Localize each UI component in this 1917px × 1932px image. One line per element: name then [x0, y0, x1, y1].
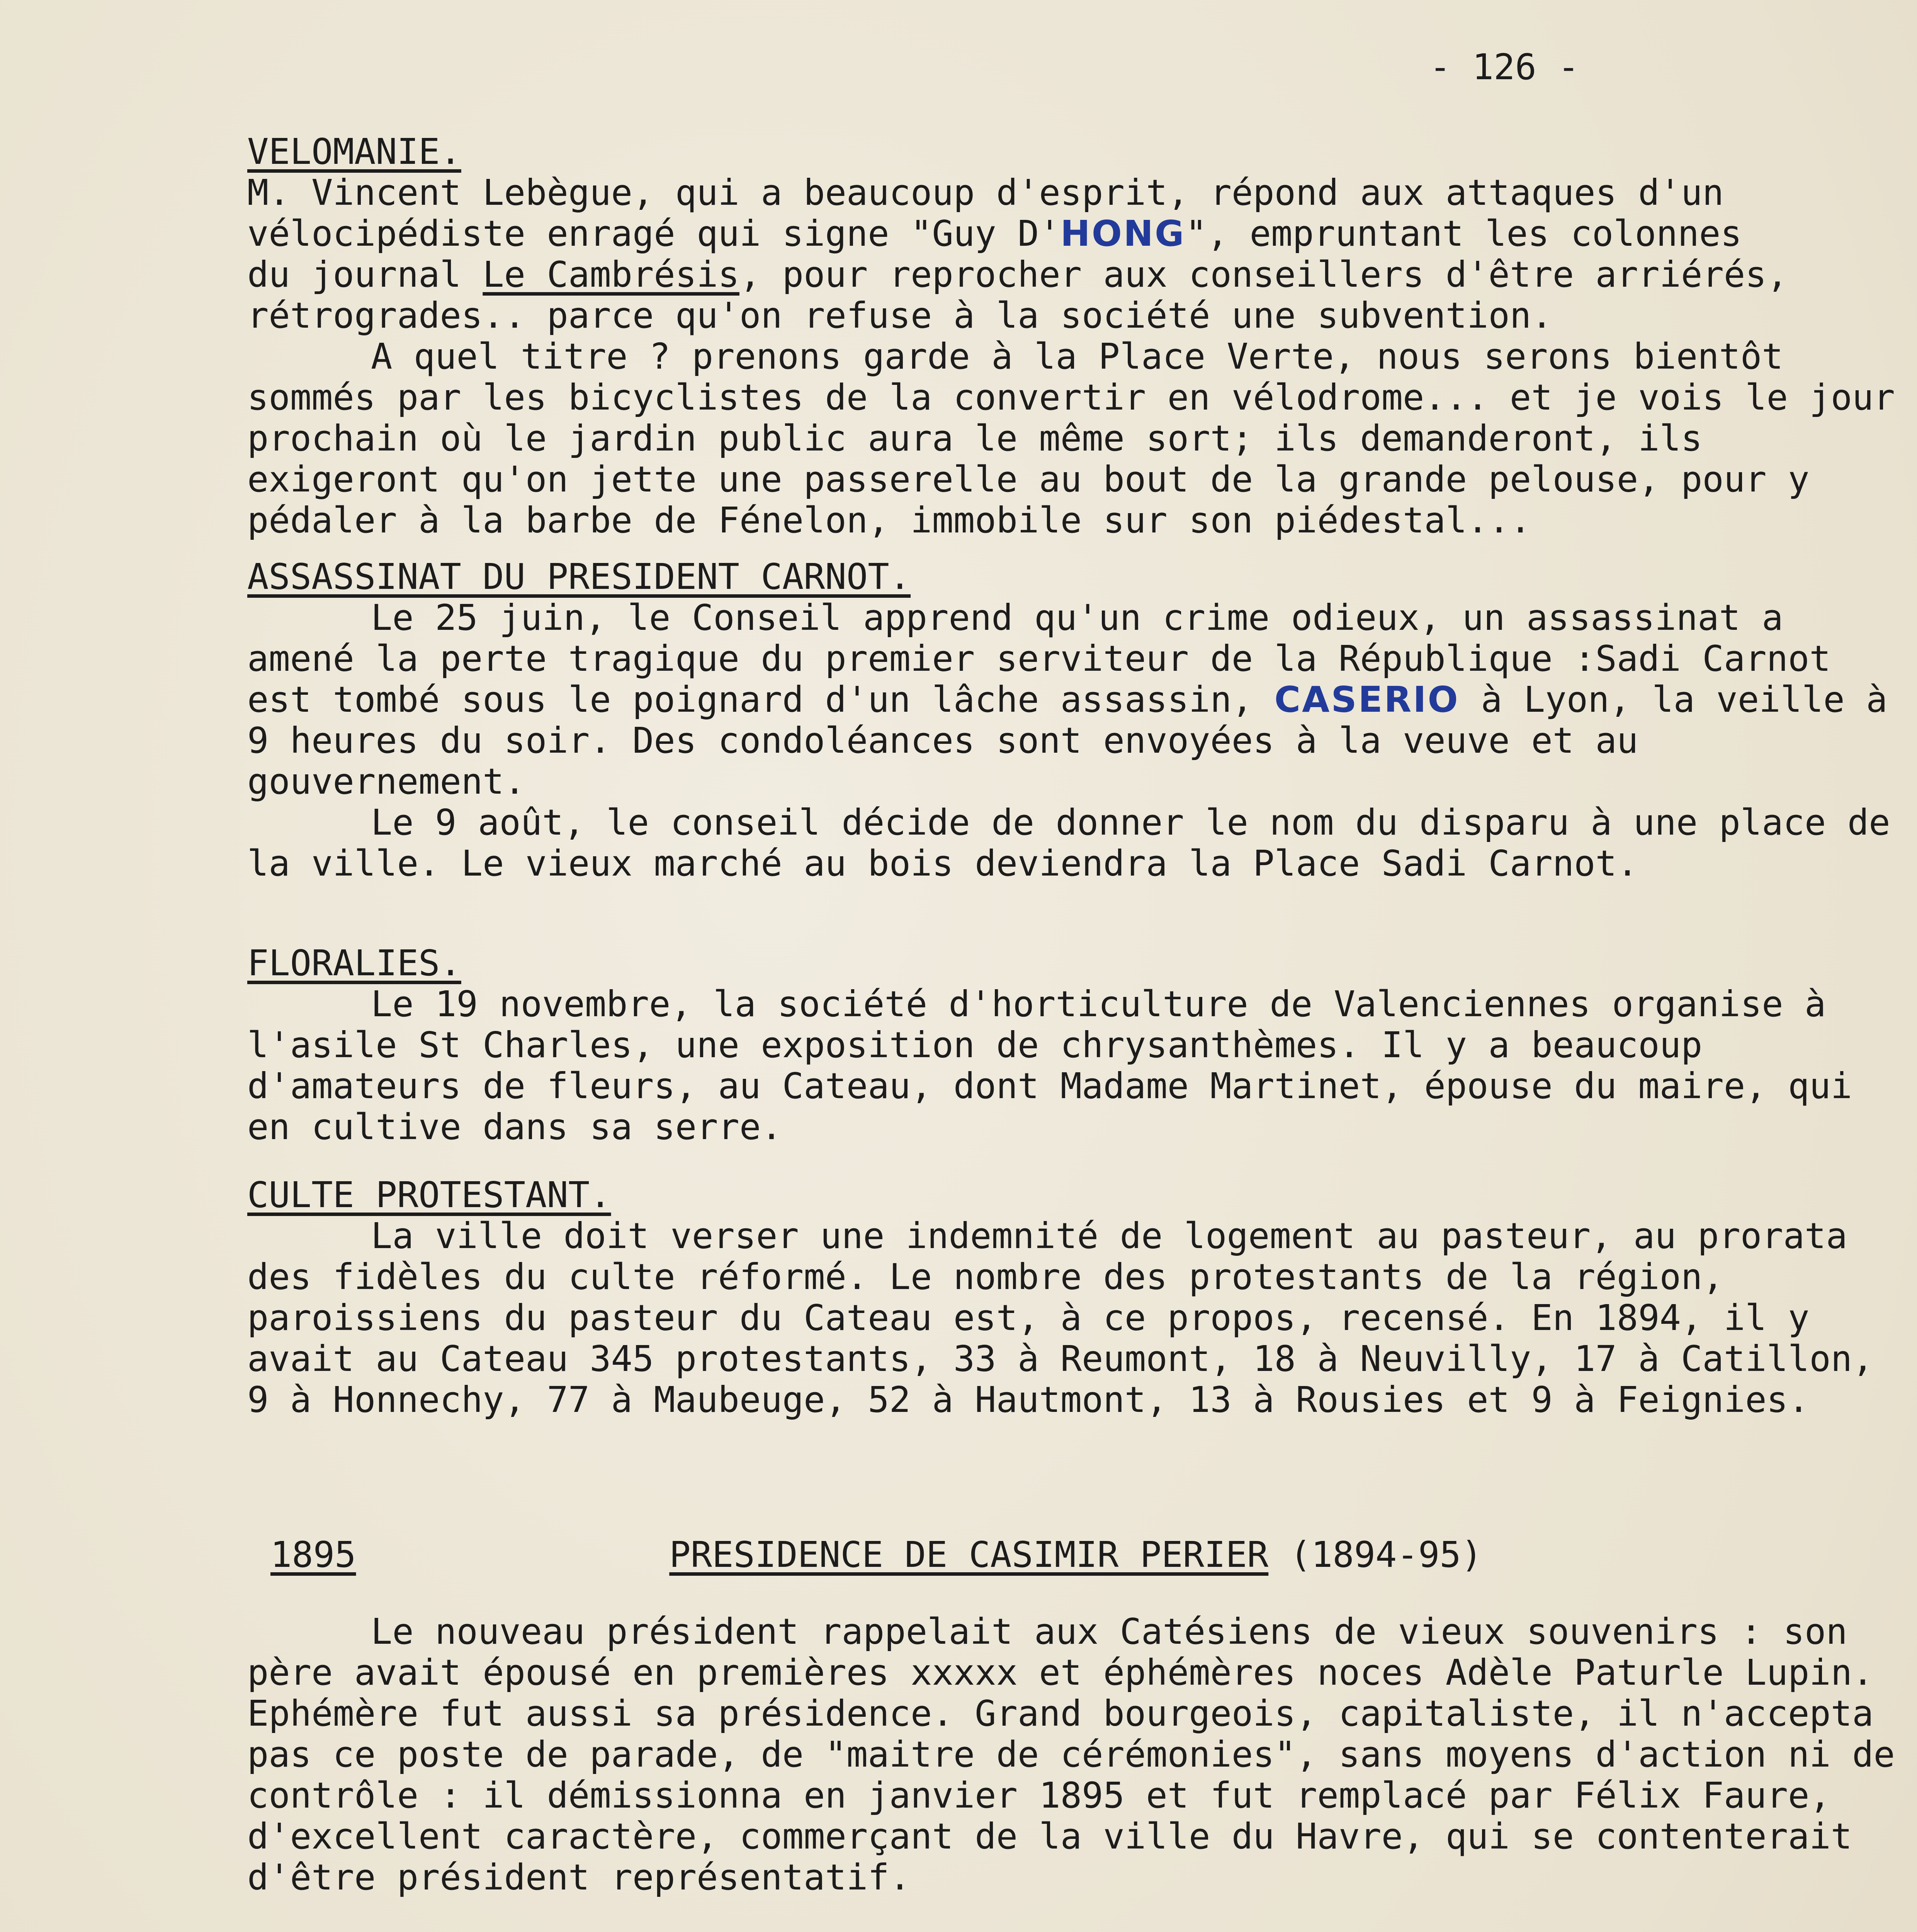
- year-label: 1895: [270, 1534, 356, 1575]
- chapter-header-1895: [270, 1534, 1893, 1575]
- paragraph-line: [247, 254, 1909, 295]
- paragraph: Le 19 novembre, la société d'horticulture de Valenciennes organise à l'asile St Charles, une exposition de chrysanthèmes. Il y a beaucoup d'amateurs de fleurs, au Cateau, dont Madame Martinet, épouse du maire, qui en cultive dans sa serre.: [247, 983, 1874, 1148]
- page-number: - 126 -: [1429, 46, 1579, 88]
- text-run: ", empruntant les colonnes: [1185, 213, 1742, 254]
- paragraph: Le 9 août, le conseil décide de donner le nom du disparu à une place de la ville. Le vieux marché au bois deviendra la Place Sadi Carnot.: [247, 802, 1912, 884]
- chapter-dates: (1894-95): [1290, 1534, 1483, 1575]
- handwritten-annotation: CASERIO: [1274, 679, 1460, 720]
- text-run: et éphémères noces Adèle Paturle Lupin. Ephémère fut aussi sa présidence. Grand bourgeois, capitaliste, il n'accepta pas ce poste de parade, de "maitre de cérémonies", sans moyens d'action ni de contrôle : il démissionna en janvier 1895 et fut remplacé par Félix Faure, d'excellent caractère, commerçant de la ville du Havre, qui se contenterait d'être président représentatif.: [247, 1652, 1917, 1898]
- text-run: à Lyon, la veille à 9 heures du soir. Des condoléances sont envoyées à la veuve et au gouvernement.: [247, 679, 1909, 802]
- text-run: Le 25 juin, le Conseil apprend qu'un crime odieux, un assassinat a amené la perte tragique du premier serviteur de la République :Sadi Carnot est tombé sous le poignard d'un lâche assassin,: [247, 597, 1852, 720]
- paragraph-line: rétrogrades.. parce qu'on refuse à la société une subvention.: [247, 295, 1553, 336]
- paragraph-line: M. Vincent Lebègue, qui a beaucoup d'esprit, répond aux attaques d'un: [247, 172, 1724, 213]
- section-heading: VELOMANIE.: [247, 131, 461, 172]
- text-run: , pour reprocher aux conseillers d'être arriérés,: [739, 254, 1788, 295]
- section-velomanie: [247, 131, 1917, 541]
- paragraph: [247, 1611, 1917, 1898]
- paragraph: La ville doit verser une indemnité de logement au pasteur, au prorata des fidèles du culte réformé. Le nombre des protestants de la région, paroissiens du pasteur du Cateau est, à ce propos, recensé. En 1894, il y avait au Cateau 345 protestants, 33 à Reumont, 18 à Neuvilly, 17 à Catillon, 9 à Honnechy, 77 à Maubeuge, 52 à Hautmont, 13 à Rousies et 9 à Feignies.: [247, 1215, 1895, 1420]
- text-run: du journal: [247, 254, 483, 295]
- paragraph: A quel titre ? prenons garde à la Place Verte, nous serons bientôt sommés par les bicyclistes de la convertir en vélodrome... et je vois le jour prochain où le jardin public aura le même sort; ils demanderont, ils exigeront qu'on jette une passerelle au bout de la grande pelouse, pour y pédaler à la barbe de Fénelon, immobile sur son piédestal...: [247, 336, 1917, 541]
- text-run: Le nouveau président rappelait aux Catésiens de vieux souvenirs : son père avait épousé en premières: [247, 1611, 1869, 1693]
- section-culte-protestant: [247, 1175, 1909, 1420]
- struck-out-text: xxxxx: [911, 1652, 1018, 1693]
- section-casimir-perier: [247, 1611, 1917, 1898]
- text-run: vélocipédiste enragé qui signe "Guy D': [247, 213, 1060, 254]
- section-carnot: [247, 556, 1912, 884]
- paragraph-line: [247, 213, 1909, 254]
- paragraph: [247, 597, 1909, 802]
- section-floralies: [247, 943, 1909, 1148]
- handwritten-annotation: HONG: [1060, 213, 1186, 254]
- section-heading: FLORALIES.: [247, 942, 461, 984]
- section-heading: CULTE PROTESTANT.: [247, 1174, 611, 1216]
- chapter-title: PRESIDENCE DE CASIMIR PERIER: [669, 1534, 1269, 1575]
- underlined-title: Le Cambrésis: [483, 254, 739, 295]
- section-heading: ASSASSINAT DU PRESIDENT CARNOT.: [247, 556, 911, 597]
